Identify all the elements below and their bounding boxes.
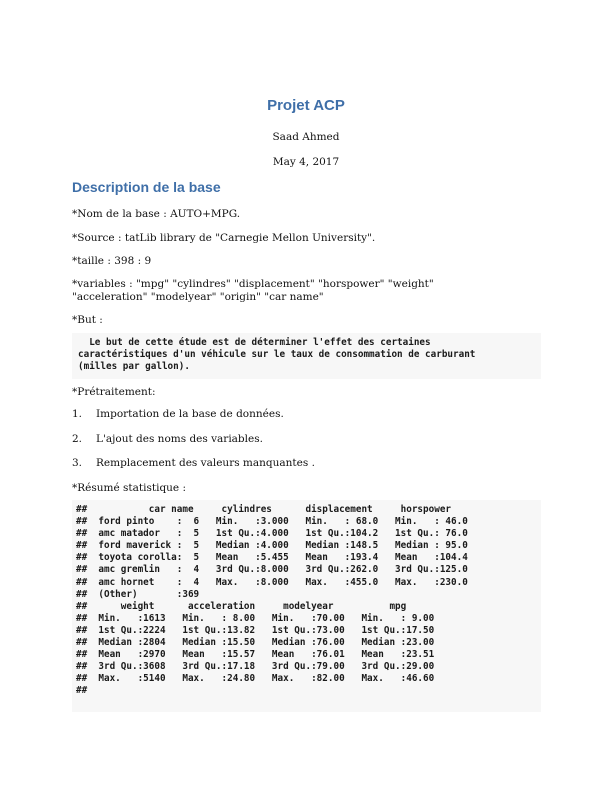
document-date: May 4, 2017 — [272, 156, 340, 168]
step-text: Remplacement des valeurs manquantes . — [96, 457, 315, 469]
variables-line-2: "acceleration" "modelyear" "origin" "car name" — [72, 291, 324, 303]
goal-code-block — [72, 333, 541, 379]
goal-code-text: Le but de cette étude est de déterminer l'effet des certaines caractéristiques d'un véhicule sur le taux de consommation de carburant (milles par gallon). — [78, 337, 476, 373]
source-line: *Source : tatLib library de "Carnegie Mellon University". — [72, 232, 376, 244]
preprocessing-label: *Prétraitement: — [72, 386, 156, 398]
summary-label: *Résumé statistique : — [72, 482, 187, 494]
step-text: Importation de la base de données. — [96, 408, 284, 420]
step-number: 2. — [72, 432, 83, 445]
size-line: *taille : 398 : 9 — [72, 255, 152, 267]
summary-code-text: ## car name cylindres displacement horspower ## ford pinto : 6 Min. :3.000 Min. : 68.0 Min. : 46.0 ## amc matador : 5 1st Qu.:4.000 1st Qu.:104.2 1st Qu.: 76.0 ## ford maverick : 5 Median :4.000 Median :148.5 Median : 95.0 ## toyota corolla: 5 Mean :5.455 Mean :193.4 Mean :104.4 ## amc gremlin : 4 3rd Qu.:8.000 3rd Qu.:262.0 3rd Qu.:125.0 ## amc hornet : 4 Max. :8.000 Max. :455.0 Max. :230.0 ## (Other) :369 ## weight acceleration modelyear mpg ## Min. :1613 Min. : 8.00 Min. :70.00 Min. : 9.00 ## 1st Qu.:2224 1st Qu.:13.82 1st Qu.:73.00 1st Qu.:17.50 ## Median :2804 Median :15.50 Median :76.00 Median :23.00 ## Mean :2970 Mean :15.57 Mean :76.01 Mean :23.51 ## 3rd Qu.:3608 3rd Qu.:17.18 3rd Qu.:79.00 3rd Qu.:29.00 ## Max. :5140 Max. :24.80 Max. :82.00 Max. :46.60 ## — [76, 504, 468, 697]
summary-code-block — [72, 500, 541, 712]
document-title: Projet ACP — [267, 97, 345, 114]
goal-label: *But : — [72, 314, 103, 326]
document-author: Saad Ahmed — [272, 131, 340, 143]
section-heading: Description de la base — [72, 179, 221, 195]
step-number: 1. — [72, 408, 83, 420]
step-text: L'ajout des noms des variables. — [96, 432, 263, 445]
variables-line-1: *variables : "mpg" "cylindres" "displacement" "horspower" "weight" — [72, 278, 434, 290]
base-name-line: *Nom de la base : AUTO+MPG. — [72, 208, 241, 220]
step-number: 3. — [72, 457, 83, 469]
